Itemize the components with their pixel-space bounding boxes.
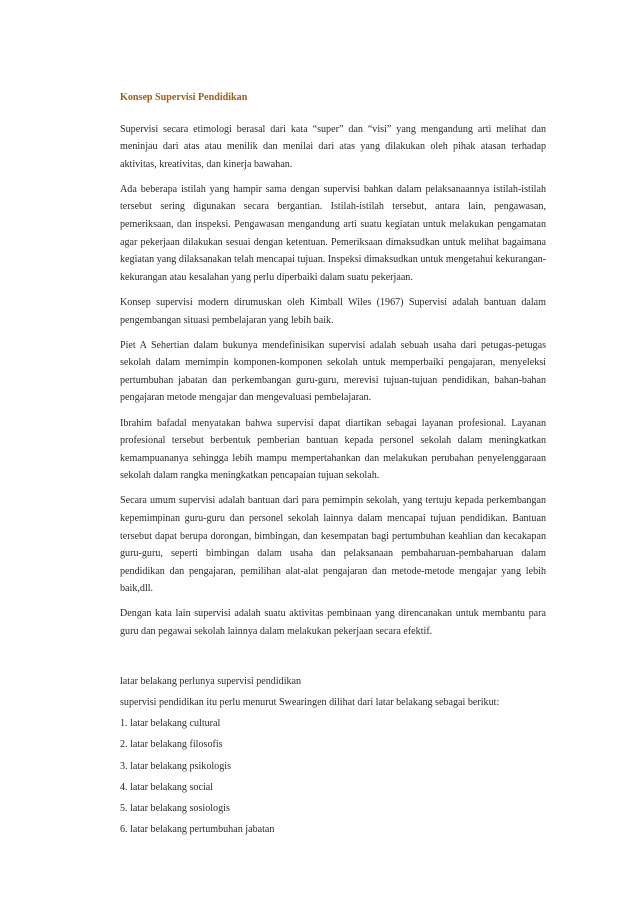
list-item: 5. latar belakang sosiologis <box>120 802 230 814</box>
list-item: 2. latar belakang filosofis <box>120 739 223 751</box>
list-item: 3. latar belakang psikologis <box>120 760 232 772</box>
paragraph-bafadal: Ibrahim bafadal menyatakan bahwa supervisi dapat diartikan sebagai layanan profesional. Layanan profesional tersebut berbentuk pemberian bantuan kepada personel sekolah dalam meningkatkan kemampuananya sehingga lebih mampu mempertahankan dan melakukan perubahan penyelenggaraan sekolah dalam rangka meningkatkan pencapaian tujuan sekolah. <box>120 417 546 482</box>
document-body <box>120 89 546 842</box>
paragraph-etymology: Supervisi secara etimologi berasal dari kata “super” dan “visi” yang mengandung arti melihat dan meninjau dari atas atau menilik dan menilai dari atas yang dilakukan oleh pihak atasan terhadap aktivitas, kreativitas, dan kinerja bawahan. <box>120 123 546 170</box>
section-heading: latar belakang perlunya supervisi pendidikan <box>120 676 302 688</box>
list-item: 4. latar belakang social <box>120 781 214 793</box>
list-item: 1. latar belakang cultural <box>120 718 221 730</box>
paragraph-terms: Ada beberapa istilah yang hampir sama dengan supervisi bahkan dalam pelaksanaannya istilah-istilah tersebut sering digunakan secara bergantian. Istilah-istilah tersebut, antara lain, pengawasan, pemeriksaan, dan inspeksi. Pengawasan mengandung arti suatu kegiatan untuk melakukan pengamatan agar pekerjaan dilakukan sesuai dengan ketentuan. Pemeriksaan dimaksudkan untuk melihat bagaimana kegiatan yang dilaksanakan telah mencapai tujuan. Inspeksi dimaksudkan untuk mengetahui kekurangan-kekurangan atau kesalahan yang perlu diperbaiki dalam suatu pekerjaan. <box>120 183 546 283</box>
paragraph-general: Secara umum supervisi adalah bantuan dari para pemimpin sekolah, yang tertuju kepada perkembangan kepemimpinan guru-guru dan personel sekolah lainnya dalam mencapai tujuan pendidikan. Bantuan tersebut dapat berupa dorongan, bimbingan, dan kesempatan bagi pertumbuhan keahlian dan kecakapan guru-guru, seperti bimbingan dalam usaha dan pelaksanaan pembaharuan-pembaharuan dalam pendidikan dan pengajaran, pemilihan alat-alat pengajaran dan metode-metode mengajar yang lebih baik,dll. <box>120 495 546 595</box>
paragraph-sehertian: Piet A Sehertian dalam bukunya mendefinisikan supervisi adalah sebuah usaha dari petugas-petugas sekolah dalam memimpin komponen-komponen sekolah untuk memperbaiki pengajaran, menyeleksi pertumbuhan jabatan dan perkembangan guru-guru, merevisi tujuan-tujuan pendidikan, bahan-bahan pengajaran metode mengajar dan mengevaluasi pembelajaran. <box>120 339 546 404</box>
section-spacer <box>120 648 546 673</box>
reasons-list <box>120 715 546 838</box>
paragraph-wiles: Konsep supervisi modern dirumuskan oleh Kimball Wiles (1967) Supervisi adalah bantuan dalam pengembangan situasi pembelajaran yang lebih baik. <box>120 296 546 326</box>
list-item: 6. latar belakang pertumbuhan jabatan <box>120 823 275 835</box>
paragraph-conclusion: Dengan kata lain supervisi adalah suatu aktivitas pembinaan yang direncanakan untuk membantu para guru dan pegawai sekolah lainnya dalam melakukan pekerjaan secara efektif. <box>120 608 546 638</box>
document-title: Konsep Supervisi Pendidikan <box>120 92 248 103</box>
section-intro: supervisi pendidikan itu perlu menurut Swearingen dilihat dari latar belakang sebagai berikut: <box>120 697 500 709</box>
